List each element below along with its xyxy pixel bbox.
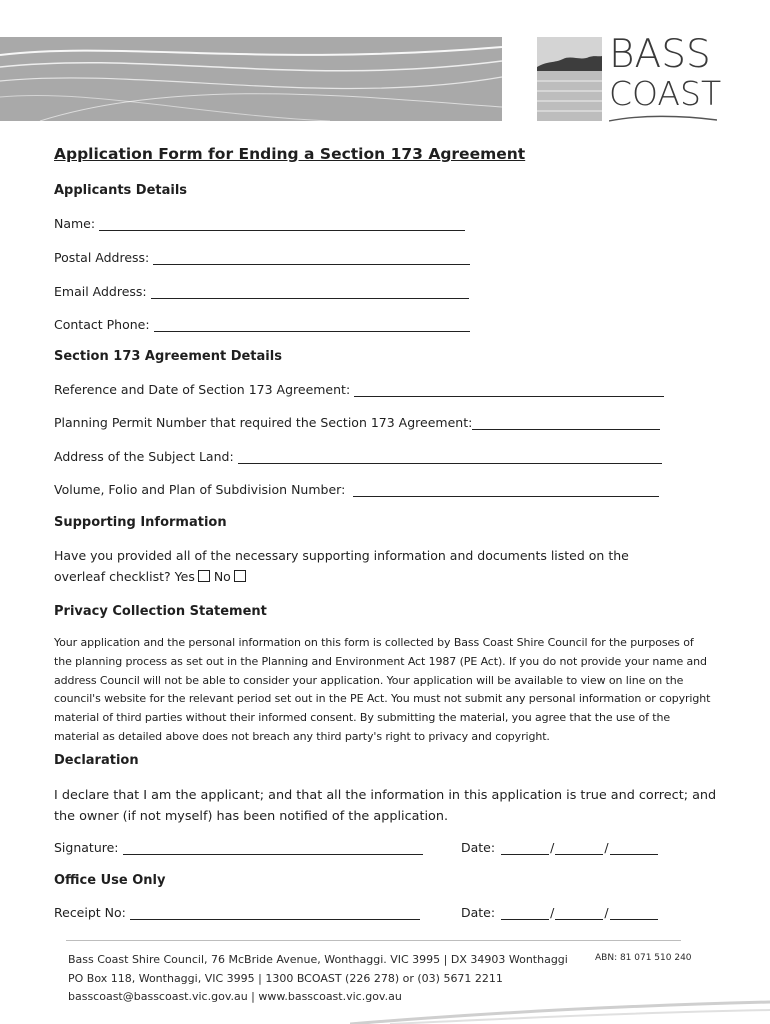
volume-label: Volume, Folio and Plan of Subdivision Number: (54, 482, 346, 497)
date-separator: / (604, 840, 609, 855)
phone-label: Contact Phone: (54, 317, 150, 332)
reference-row (54, 382, 664, 397)
declaration-date-year-field[interactable] (610, 841, 658, 855)
postal-address-field[interactable] (153, 251, 470, 265)
declaration-date-label: Date: (461, 840, 496, 855)
subject-land-field[interactable] (238, 450, 662, 464)
declaration-heading: Declaration (54, 753, 139, 768)
yes-label: Yes (174, 569, 195, 584)
email-row (54, 284, 469, 299)
signature-field[interactable] (123, 841, 423, 855)
name-row (54, 216, 465, 231)
logo-text-bass: BASS (609, 32, 711, 77)
date-separator: / (550, 905, 555, 920)
no-checkbox[interactable] (234, 570, 246, 582)
signature-row (54, 840, 423, 855)
footer-contact: PO Box 118, Wonthaggi, VIC 3995 | 1300 BCOAST (226 278) or (03) 5671 2211 (68, 972, 503, 985)
phone-field[interactable] (154, 318, 470, 332)
postal-row (54, 250, 470, 265)
permit-label: Planning Permit Number that required the Section 173 Agreement: (54, 415, 473, 430)
footer-swoosh-graphic (350, 996, 770, 1024)
supporting-heading: Supporting Information (54, 515, 227, 530)
receipt-number-field[interactable] (130, 906, 420, 920)
reference-label: Reference and Date of Section 173 Agreement: (54, 382, 351, 397)
logo-swoosh-icon (609, 115, 717, 123)
bass-coast-logo (537, 32, 722, 123)
footer-address: Bass Coast Shire Council, 76 McBride Avenue, Wonthaggi. VIC 3995 | DX 34903 Wonthaggi (68, 953, 568, 966)
wave-graphic (0, 37, 502, 121)
date-separator: / (604, 905, 609, 920)
supporting-question-text: overleaf checklist? (54, 569, 171, 584)
office-date-row (461, 905, 658, 920)
header-banner (0, 37, 502, 121)
postal-label: Postal Address: (54, 250, 150, 265)
logo-text-coast: COAST (609, 74, 722, 113)
declaration-date-row (461, 840, 658, 855)
name-field[interactable] (99, 217, 465, 231)
volume-folio-field[interactable] (353, 483, 659, 497)
address-row (54, 449, 662, 464)
privacy-heading: Privacy Collection Statement (54, 604, 267, 619)
date-separator: / (550, 840, 555, 855)
office-date-month-field[interactable] (555, 906, 603, 920)
permit-row (54, 415, 660, 430)
footer-divider (66, 940, 681, 941)
form-title: Application Form for Ending a Section 173 Agreement (54, 145, 526, 163)
permit-number-field[interactable] (472, 416, 660, 430)
name-label: Name: (54, 216, 96, 231)
declaration-date-month-field[interactable] (555, 841, 603, 855)
office-date-year-field[interactable] (610, 906, 658, 920)
receipt-label: Receipt No: (54, 905, 126, 920)
supporting-question (54, 545, 714, 587)
declaration-date-day-field[interactable] (501, 841, 549, 855)
office-date-day-field[interactable] (501, 906, 549, 920)
supporting-question-line2 (54, 566, 714, 587)
footer-abn: ABN: 81 071 510 240 (595, 953, 692, 963)
email-field[interactable] (151, 285, 469, 299)
office-date-label: Date: (461, 905, 496, 920)
applicants-heading: Applicants Details (54, 183, 188, 198)
reference-field[interactable] (354, 383, 664, 397)
yes-checkbox[interactable] (198, 570, 210, 582)
footer-web: basscoast@basscoast.vic.gov.au | www.basscoast.vic.gov.au (68, 990, 402, 1003)
office-heading: Office Use Only (54, 873, 166, 888)
privacy-statement: Your application and the personal information on this form is collected by Bass Coast Shire Council for the purposes of the planning process as set out in the Planning and Environment Act 1987 (PE Act). If you do not provide your name and address Council will not be able to consider your application. Your application will be available to view on line on the council's website for the relevant period set out in the PE Act. You must not submit any personal information or copyright material of third parties without their informed consent. By submitting the material, you agree that the use of the material as detailed above does not breach any third party's right to privacy and copyright. (54, 636, 711, 743)
logo-landscape-icon (537, 37, 602, 121)
no-label: No (213, 569, 231, 584)
declaration-text: I declare that I am the applicant; and that all the information in this application is true and correct; and the owner (if not myself) has been notified of the application. (54, 788, 717, 824)
address-label: Address of the Subject Land: (54, 449, 234, 464)
email-label: Email Address: (54, 284, 147, 299)
receipt-row (54, 905, 420, 920)
supporting-question-line1: Have you provided all of the necessary supporting information and documents listed on the (54, 548, 629, 563)
agreement-heading: Section 173 Agreement Details (54, 349, 282, 364)
signature-label: Signature: (54, 840, 119, 855)
phone-row (54, 317, 470, 332)
volume-row (54, 482, 659, 497)
